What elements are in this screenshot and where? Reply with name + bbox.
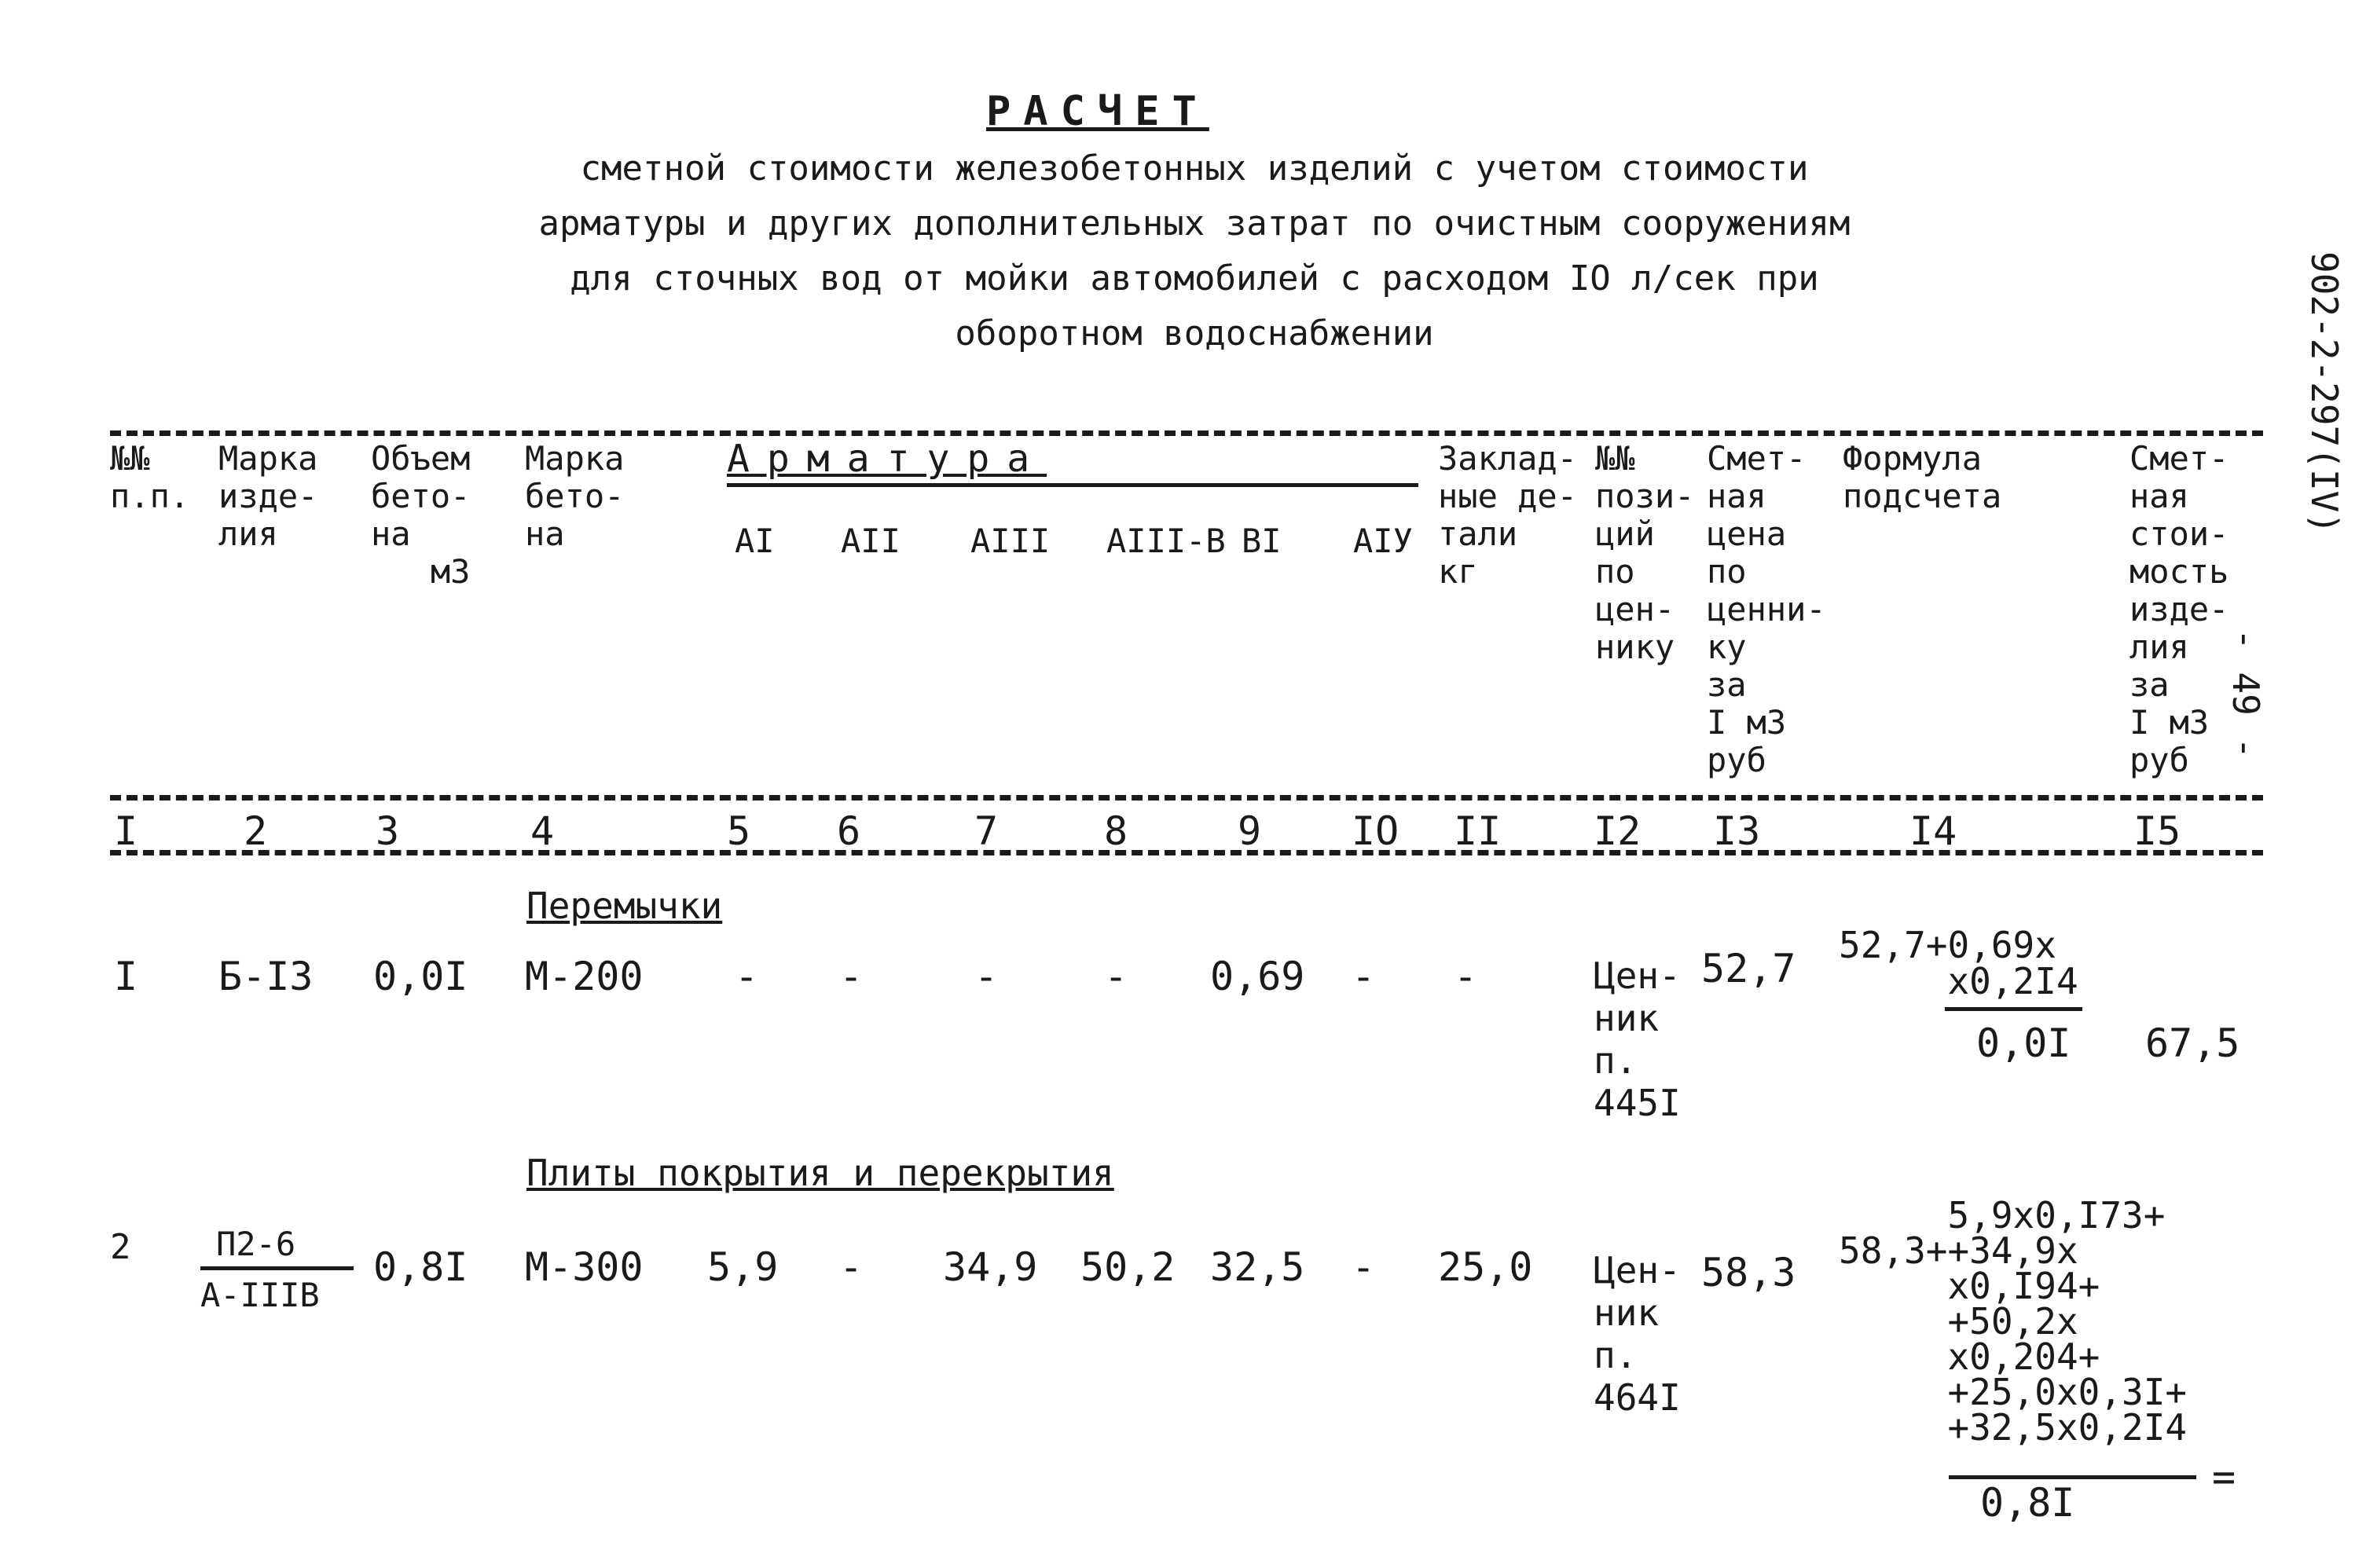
row2-mark-bottom: А-IIIВ [200,1276,320,1314]
header-row-number: №№ п.п. [110,439,190,515]
col-number-14: I4 [1909,808,1957,854]
col-number-6: 6 [837,808,861,854]
row2-pricelist: Цен- ник п. 464I [1594,1249,1681,1419]
col-number-15: I5 [2133,808,2181,854]
row1-a3: - [974,954,999,999]
col-number-2: 2 [244,808,268,854]
row2-mark-top: П2-6 [216,1225,296,1263]
header-reinforcement-group: Арматура [727,437,1047,481]
row2-a2: - [839,1244,864,1290]
row2-a1: 5,9 [707,1244,779,1290]
row1-formula-denominator: 0,0I [1976,1020,2071,1066]
col-number-5: 5 [727,808,751,854]
col-number-9: 9 [1238,808,1262,854]
subtitle-line-4: оборотном водоснабжении [955,313,1434,354]
row1-a3v: - [1104,954,1128,999]
reinforcement-group-rule [727,483,1418,487]
subtitle-line-3: для сточных вод от мойки автомобилей с расходом IO л/сек при [570,258,1819,299]
header-a4: АIУ [1353,522,1413,560]
row1-total: 67,5 [2145,1020,2240,1066]
col-number-13: I3 [1713,808,1761,854]
header-formula: Формула подсчета [1843,439,2002,515]
row2-concrete: М-300 [525,1244,644,1290]
row1-a4: - [1352,954,1376,999]
col-number-12: I2 [1594,808,1642,854]
header-concrete-grade: Марка бето- на [525,439,625,553]
col-number-3: 3 [376,808,400,854]
header-embedded-parts: Заклад- ные де- тали кг [1438,439,1578,591]
row1-number: I [114,954,138,999]
header-a3: АIII [970,522,1051,560]
row2-embedded: 25,0 [1438,1244,1533,1290]
row2-price: 58,3 [1701,1250,1796,1295]
header-a2: АII [841,522,901,560]
col-number-4: 4 [530,808,555,854]
row2-a3: 34,9 [943,1244,1038,1290]
row1-formula-fraction-line [1945,1007,2082,1011]
row2-a4: - [1352,1244,1376,1290]
document-code: 902-2-297(IV) [2303,251,2346,535]
col-number-1: I [114,808,138,854]
header-concrete-volume: Объем бето- на м3 [371,439,471,591]
row1-pricelist: Цен- ник п. 445I [1594,954,1681,1124]
row2-b1: 32,5 [1210,1244,1305,1290]
row2-volume: 0,8I [373,1244,468,1290]
col-number-7: 7 [974,808,999,854]
col-number-8: 8 [1104,808,1128,854]
row1-formula-numerator: 52,7+0,69х х0,2I4 [1839,924,2078,1002]
row1-a1: - [735,954,759,999]
header-b1: ВI [1242,522,1282,560]
header-top-rule [110,430,2263,436]
row1-b1: 0,69 [1210,954,1305,999]
row1-a2: - [839,954,864,999]
row1-volume: 0,0I [373,954,468,999]
subtitle-line-2: арматуры и других дополнительных затрат по очистным сооружениям [538,203,1851,244]
page-number: - 49 - [2225,628,2267,760]
row2-mark-fraction-line [200,1266,354,1270]
section-title-slabs: Плиты покрытия и перекрытия [526,1152,1114,1194]
page-title: РАСЧЕТ [986,88,1209,135]
header-pricelist-position: №№ пози- ций по цен- нику [1595,439,1695,666]
row2-a3v: 50,2 [1080,1244,1176,1290]
subtitle-line-1: сметной стоимости железобетонных изделий с учетом стоимости [580,148,1809,189]
header-a3v: АIII-В [1106,522,1226,560]
row1-concrete: М-200 [525,954,644,999]
header-unit-price: Смет- ная цена по ценни- ку за I м3 руб [1707,439,1826,779]
section-title-lintels: Перемычки [526,885,723,927]
row2-number: 2 [110,1227,131,1267]
row1-price: 52,7 [1701,946,1796,991]
row1-mark: Б-IЗ [218,954,314,999]
row2-formula: 5,9х0,I73+ 58,3++34,9х х0,I94+ +50,2х х0,204+ +25,0х0,3I+ +32,5х0,2I4 [1839,1194,2188,1449]
header-unit-cost: Смет- ная стои- мость изде- лия за I м3 руб [2129,439,2229,779]
row2-formula-equals: = [2212,1454,2236,1500]
header-bottom-rule [110,795,2263,800]
row2-formula-denominator: 0,8I [1980,1480,2075,1526]
col-number-10: IO [1352,808,1399,854]
row2-formula-fraction-line [1949,1475,2196,1479]
col-number-11: II [1454,808,1502,854]
header-a1: АI [735,522,775,560]
row1-embedded: - [1454,954,1478,999]
header-product-mark: Марка изде- лия [218,439,318,553]
